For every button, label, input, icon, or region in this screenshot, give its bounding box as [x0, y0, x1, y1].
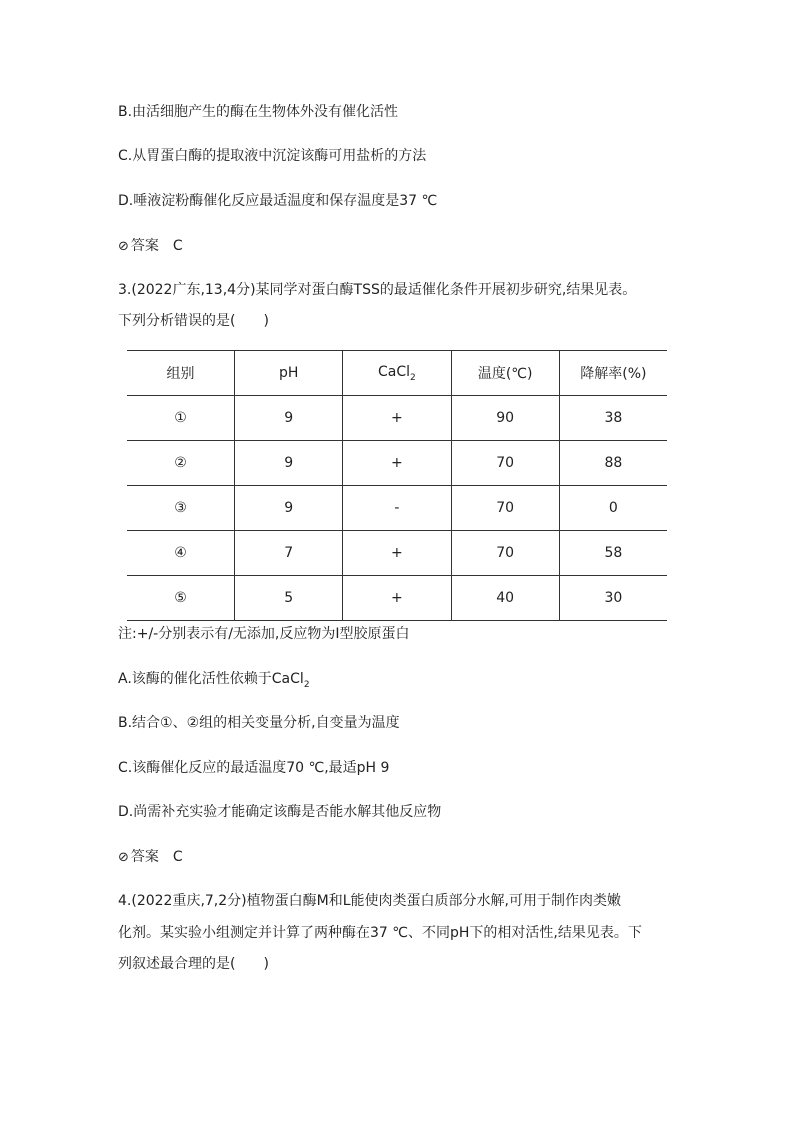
cell-degradation: 88 — [559, 441, 667, 486]
answer-icon: ⊘ — [118, 850, 129, 865]
table-header-row — [127, 351, 667, 396]
cell-temperature: 70 — [451, 531, 559, 576]
cell-temperature: 70 — [451, 441, 559, 486]
q2-answer — [118, 236, 183, 257]
cell-ph: 9 — [235, 486, 343, 531]
q3-option-c: C.该酶催化反应的最适温度70 ℃,最适pH 9 — [118, 760, 390, 776]
cell-ph: 7 — [235, 531, 343, 576]
q3-data-table — [127, 350, 667, 621]
cell-degradation: 0 — [559, 486, 667, 531]
q4-stem-line2: 化剂。某实验小组测定并计算了两种酶在37 ℃、不同pH下的相对活性,结果见表。下 — [118, 925, 642, 941]
cell-temperature: 90 — [451, 396, 559, 441]
q3-option-a: A.该酶的催化活性依赖于CaCl$_2$ — [118, 671, 310, 690]
q3-table-note: 注:+/-分别表示有/无添加,反应物为Ⅰ型胶原蛋白 — [118, 626, 410, 642]
answer-value: C — [172, 849, 183, 865]
q2-option-c: C.从胃蛋白酶的提取液中沉淀该酶可用盐析的方法 — [118, 148, 427, 164]
header-temperature: 温度(℃) — [451, 351, 559, 396]
cell-temperature: 40 — [451, 576, 559, 621]
answer-label: 答案 — [130, 238, 159, 254]
q3-answer — [118, 847, 183, 868]
answer-label: 答案 — [130, 849, 159, 865]
q3-option-b: B.结合①、②组的相关变量分析,自变量为温度 — [118, 715, 400, 731]
header-ph: pH — [235, 351, 343, 396]
q4-stem-line3: 列叙述最合理的是( ) — [118, 956, 269, 972]
answer-icon: ⊘ — [118, 239, 129, 254]
cell-ph: 9 — [235, 396, 343, 441]
cell-degradation: 58 — [559, 531, 667, 576]
table-row — [127, 531, 667, 576]
cell-cacl2: + — [343, 441, 451, 486]
cell-degradation: 30 — [559, 576, 667, 621]
cell-group: ② — [127, 441, 235, 486]
cell-group: ① — [127, 396, 235, 441]
header-cacl2: CaCl$_2$ — [343, 351, 451, 396]
cell-temperature: 70 — [451, 486, 559, 531]
cell-ph: 5 — [235, 576, 343, 621]
cell-group: ⑤ — [127, 576, 235, 621]
table-row — [127, 441, 667, 486]
table-row — [127, 486, 667, 531]
cell-group: ③ — [127, 486, 235, 531]
cell-ph: 9 — [235, 441, 343, 486]
table-row — [127, 576, 667, 621]
q2-option-d: D.唾液淀粉酶催化反应最适温度和保存温度是37 ℃ — [118, 193, 438, 209]
cell-cacl2: - — [343, 486, 451, 531]
header-degradation: 降解率(%) — [559, 351, 667, 396]
answer-value: C — [172, 238, 183, 254]
q3-option-d: D.尚需补充实验才能确定该酶是否能水解其他反应物 — [118, 804, 442, 820]
q2-option-b: B.由活细胞产生的酶在生物体外没有催化活性 — [118, 104, 399, 120]
cell-degradation: 38 — [559, 396, 667, 441]
q3-stem-line2: 下列分析错误的是( ) — [118, 313, 269, 329]
table-row — [127, 396, 667, 441]
q4-stem-line1: 4.(2022重庆,7,2分)植物蛋白酶M和L能使肉类蛋白质部分水解,可用于制作肉类嫩 — [118, 893, 621, 909]
cell-group: ④ — [127, 531, 235, 576]
header-group: 组别 — [127, 351, 235, 396]
cell-cacl2: + — [343, 576, 451, 621]
q3-stem-line1: 3.(2022广东,13,4分)某同学对蛋白酶TSS的最适催化条件开展初步研究,结果见表。 — [118, 282, 637, 298]
cell-cacl2: + — [343, 396, 451, 441]
cell-cacl2: + — [343, 531, 451, 576]
